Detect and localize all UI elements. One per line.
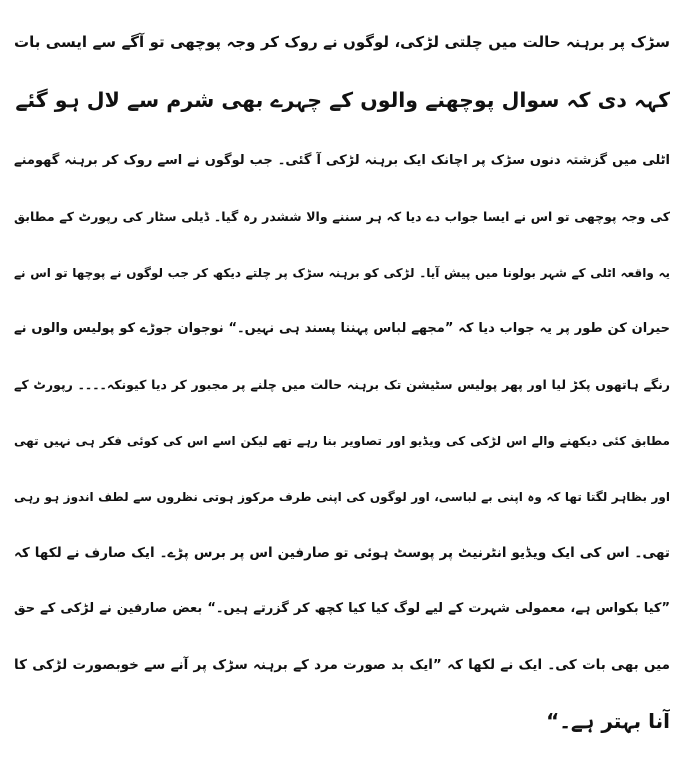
body-line-5: رنگے ہاتھوں پکڑ لیا اور پھر پولیس سٹیشن تک برہنہ حالت میں چلنے پر مجبور کر دیا کیونکہ۔۔۔۔ رپورٹ کے [14, 377, 670, 392]
headline-line-1: سڑک پر برہنہ حالت میں چلتی لڑکی، لوگوں نے روک کر وجہ پوچھی تو آگے سے ایسی بات [14, 33, 670, 51]
body-line-3: یہ واقعہ اٹلی کے شہر بولونا میں پیش آیا۔ لڑکی کو برہنہ سڑک پر چلتے دیکھ کر جب لوگوں نے پوچھا تو اس نے [14, 266, 670, 280]
body-line-10: میں بھی بات کی۔ ایک نے لکھا کہ ”ایک بد صورت مرد کے برہنہ سڑک پر آنے سے خوبصورت لڑکی کا [14, 657, 670, 673]
body-line-11: آنا بہتر ہے۔“ [546, 709, 670, 733]
body-line-9: ”کیا بکواس ہے، معمولی شہرت کے لیے لوگ کیا کیا کچھ کر گزرتے ہیں۔“ بعض صارفین نے لڑکی کے حق [14, 601, 670, 616]
body-line-1: اٹلی میں گزشتہ دنوں سڑک پر اچانک ایک برہنہ لڑکی آ گئی۔ جب لوگوں نے اسے روک کر برہنہ گھومنے [14, 153, 670, 168]
headline-line-2: کہہ دی کہ سوال پوچھنے والوں کے چہرے بھی شرم سے لال ہو گئے [15, 88, 670, 112]
body-line-4: حیران کن طور پر یہ جواب دیا کہ ”مجھے لباس پہننا پسند ہی نہیں۔“ نوجوان جوڑے کو پولیس والوں نے [14, 321, 670, 336]
body-line-2: کی وجہ پوچھی تو اس نے ایسا جواب دے دیا کہ ہر سننے والا ششدر رہ گیا۔ ڈیلی سٹار کی رپورٹ کے مطابق [14, 209, 670, 224]
body-line-8: تھی۔ اس کی ایک ویڈیو انٹرنیٹ پر پوسٹ ہوئی تو صارفین اس پر برس پڑے۔ ایک صارف نے لکھا کہ [14, 545, 670, 561]
body-line-7: اور بظاہر لگتا تھا کہ وہ اپنی بے لباسی، اور لوگوں کی اپنی طرف مرکوز ہوتی نظروں سے لطف اندوز ہو رہی [14, 490, 670, 504]
body-line-6: مطابق کئی دیکھنے والے اس لڑکی کی ویڈیو اور تصاویر بنا رہے تھے لیکن اسے اس کی کوئی فکر ہی نہیں تھی [14, 434, 670, 448]
